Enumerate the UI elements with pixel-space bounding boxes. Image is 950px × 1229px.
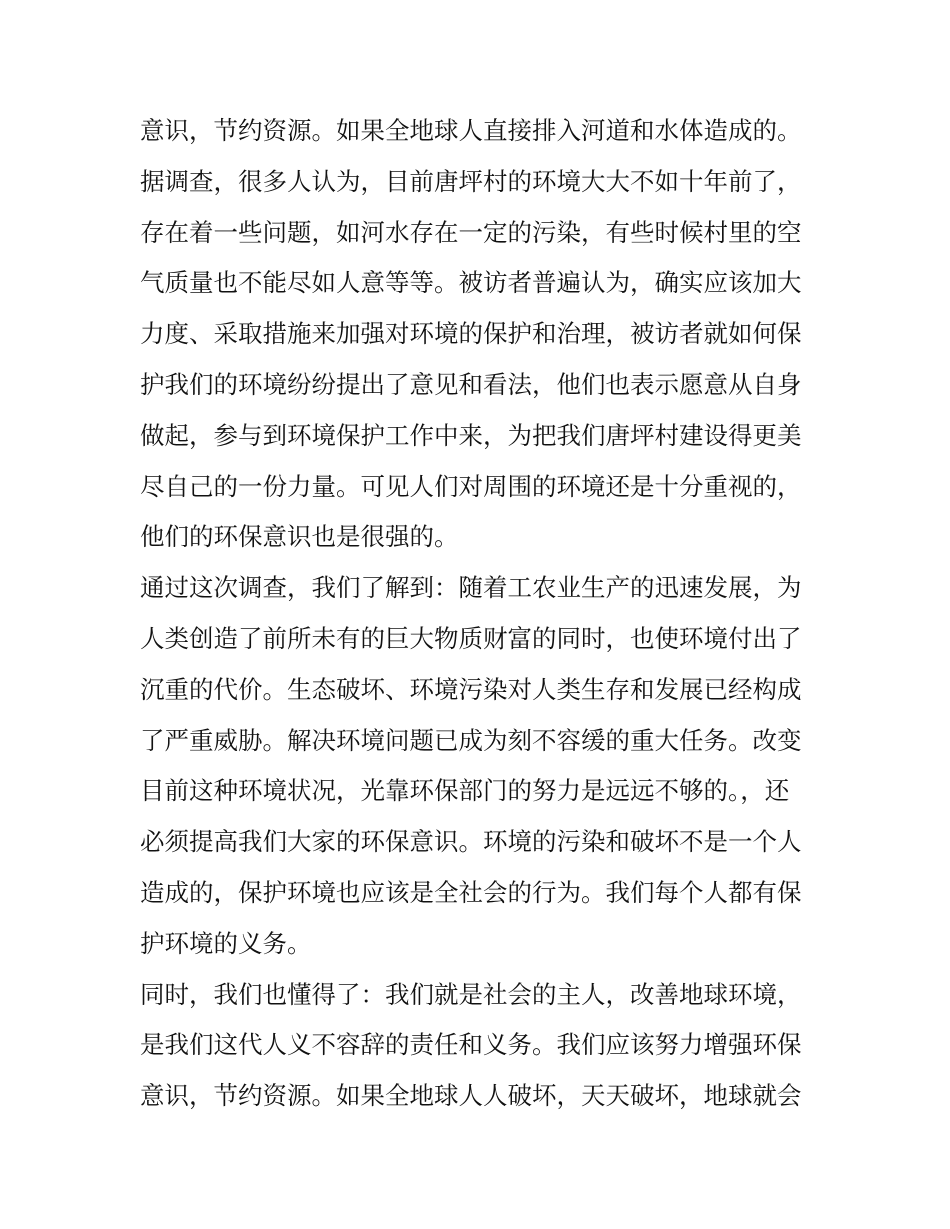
text-line: 他们的环保意识也是很强的。: [140, 522, 459, 552]
text-line: 做起，参与到环境保护工作中来，为把我们唐坪村建设得更美: [140, 420, 802, 450]
text-line: 护环境的义务。: [140, 928, 312, 958]
text-line: 通过这次调查，我们了解到：随着工农业生产的迅速发展，为: [140, 573, 802, 603]
text-line: 据调查，很多人认为，目前唐坪村的环境大大不如十年前了，: [140, 166, 802, 196]
text-line: 人类创造了前所未有的巨大物质财富的同时，也使环境付出了: [140, 623, 802, 653]
text-line: 护我们的环境纷纷提出了意见和看法，他们也表示愿意从自身: [140, 369, 802, 399]
text-line: 目前这种环境状况，光靠环保部门的努力是远远不够的。，还: [140, 776, 790, 806]
text-line: 了严重威胁。解决环境问题已成为刻不容缓的重大任务。改变: [140, 725, 802, 755]
text-line: 同时，我们也懂得了：我们就是社会的主人，改善地球环境，: [140, 979, 802, 1009]
text-line: 力度、采取措施来加强对环境的保护和治理，被访者就如何保: [140, 319, 802, 349]
text-line: 沉重的代价。生态破坏、环境污染对人类生存和发展已经构成: [140, 674, 802, 704]
text-line: 意识，节约资源。如果全地球人人破坏，天天破坏，地球就会: [140, 1081, 802, 1111]
body-text: [140, 106, 820, 1122]
text-line: 尽自己的一份力量。可见人们对周围的环境还是十分重视的，: [140, 471, 802, 501]
text-line: 意识，节约资源。如果全地球人直接排入河道和水体造成的。: [140, 116, 802, 145]
text-line: 必须提高我们大家的环保意识。环境的污染和破坏不是一个人: [140, 827, 802, 857]
text-line: 气质量也不能尽如人意等等。被访者普遍认为，确实应该加大: [140, 268, 802, 298]
text-line: 是我们这代人义不容辞的责任和义务。我们应该努力增强环保: [140, 1030, 802, 1060]
text-line: 存在着一些问题，如河水存在一定的污染，有些时候村里的空: [140, 217, 802, 247]
text-line: 造成的，保护环境也应该是全社会的行为。我们每个人都有保: [140, 877, 802, 907]
